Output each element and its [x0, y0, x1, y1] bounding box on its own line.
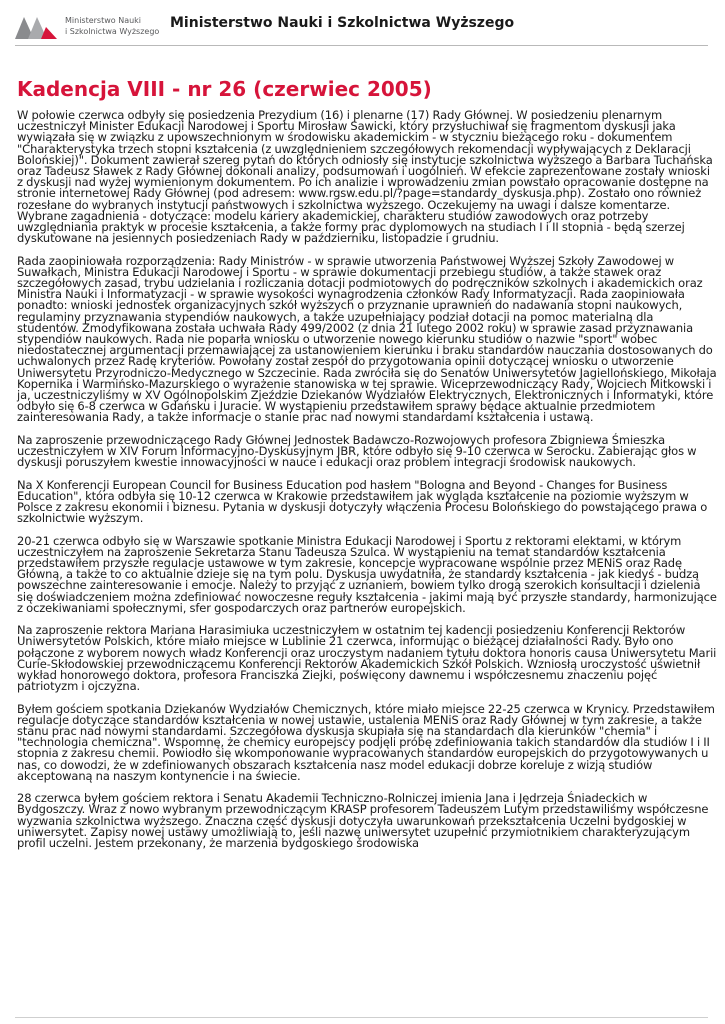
logo-line-2: i Szkolnictwa Wyższego — [65, 26, 160, 36]
header-divider — [15, 45, 708, 46]
ministry-logo-icon — [15, 17, 57, 39]
article-paragraph: 20-21 czerwca odbyło się w Warszawie spotkanie Ministra Edukacji Narodowej i Sportu z rektorami elektami, w którym uczestniczyłem na zaproszenie Sekretarza Stanu Tadeusza Szulca. W wystąpieniu na temat standardów kształcenia przedstawiłem przyszłe regulacje ustawowe w tym zakresie, koncepcje wypracowane wspólnie przez MENiS oraz Radę Główną, a także to co aktualnie dzieje się na tym polu. Dyskusja uwydatniła, że standardy kształcenia - jak kiedyś - budzą powszechne zainteresowanie i emocje. Należy to przyjąć z uznaniem, bowiem tylko drogą szerokich konsultacji i dzielenia się doświadczeniem można zdefiniować nowoczesne reguły kształcenia - jakimi mają być przyszłe standardy, harmonizujące z oczekiwaniami społecznymi, sfer gospodarczych oraz partnerów europejskich. — [17, 533, 717, 615]
article-paragraph: W połowie czerwca odbyły się posiedzenia Prezydium (16) i plenarne (17) Rady Głównej. W posiedzeniu plenarnym uczestniczył Minister Edukacji Narodowej i Sportu Mirosław Sawicki, który przysłuchiwał się fragmentom dyskusji jaka wywiązała się w związku z upowszechnionym w środowisku akademickim - w styczniu bieżącego roku - dokumentem "Charakterystyka trzech stopni kształcenia (z uwzględnieniem szczegółowych rekomendacji wypływających z Deklaracji Bolońskiej)". Dokument zawierał szereg pytań do których odniosły się instytucje szkolnictwa wyższego a Barbara Tuchańska oraz Tadeusz Sławek z Rady Głównej dokonali analizy, podsumowań i uogólnień. W efekcie zaprezentowane zostały wnioski z dyskusji nad wyżej wymienionym dokumentem. Po ich analizie i wprowadzeniu zmian powstało opracowanie dostępne na stronie internetowej Rady Głównej (pod adresem: www.rgsw.edu.pl/?page=standardy_dyskusja.php). Zostało ono również rozesłane do wybranych instytucji państwowych i szkolnictwa wyższego. Oczekujemy na uwagi i dalsze komentarze. Wybrane zagadnienia - dotyczące: modelu kariery akademickiej, charakteru studiów zawodowych oraz potrzeby uwzględniania praktyk w procesie kształcenia, a także formy prac dyplomowych na studiach I i II stopnia - będą szerzej dyskutowane na jesiennych posiedzeniach Rady w październiku, listopadzie i grudniu. — [17, 108, 713, 246]
logo-line-1: Ministerstwo Nauki — [65, 16, 142, 25]
page-header — [0, 0, 725, 46]
article-paragraph: Na X Konferencji European Council for Business Education pod hasłem "Bologna and Beyond - Changes for Business Education", która odbyła się 10-12 czerwca w Krakowie przedstawiłem jak wygląda kształcenie na poziomie wyższym w Polsce z zakresu ekonomii i biznesu. Pytania w dyskusji dotyczyły włączenia Procesu Bolońskiego do powstającego prawa o szkolnictwie wyższym. — [17, 477, 708, 526]
footer-divider — [15, 1017, 708, 1018]
site-title[interactable]: Ministerstwo Nauki i Szkolnictwa Wyższego — [170, 15, 515, 31]
article-paragraph: 28 czerwca byłem gościem rektora i Senatu Akademii Techniczno-Rolniczej imienia Jana i Jędrzeja Śniadeckich w Bydgoszczy. Wraz z nowo wybranym przewodniczącym KRASP profesorem Tadeuszem Lutym przedstawiliśmy współczesne wyzwania szkolnictwa wyższego. Znaczna część dyskusji dotyczyła uwarunkowań przekształcenia Uczelni bydgoskiej w uniwersytet. Zapisy nowej ustawy umożliwiają to, jeśli nazwę uniwersytet uzupełnić przymiotnikiem charakteryzującym profil uczelni. Jestem przekonany, że marzenia bydgoskiego środowiska — [17, 791, 709, 851]
ministry-logo[interactable] — [15, 15, 160, 41]
logo-wordmark — [65, 16, 159, 37]
article-body — [17, 110, 717, 860]
article-paragraph: Na zaproszenie przewodniczącego Rady Głównej Jednostek Badawczo-Rozwojowych profesora Zbigniewa Śmieszka uczestniczyłem w XIV Forum Informacyjno-Dyskusyjnym JBR, które odbyło się 9-10 czerwca w Serocku. Zabierając głos w dyskusji poruszyłem kwestie innowacyjności w nauce i edukacji oraz problem integracji środowisk naukowych. — [17, 432, 697, 470]
article-paragraph: Byłem gościem spotkania Dziekanów Wydziałów Chemicznych, które miało miejsce 22-25 czerwca w Krynicy. Przedstawiłem regulacje dotyczące standardów kształcenia w nowej ustawie, ustalenia MENiS oraz Rady Głównej w tym zakresie, a także stanu prac nad nowymi standardami. Szczegółowa dyskusja skupiała się na standardach dla kierunków "chemia" i "technologia chemiczna". Wspomnę, że chemicy europejscy podjęli próbę zdefiniowania takich standardów dla studiów I i II stopnia z zakresu chemii. Powiodło się wkomponowanie wypracowanych standardów europejskich do przygotowywanych u nas, co dowodzi, że w zdefiniowanych obszarach kształcenia nasz model edukacji dobrze koreluje z wizją studiów akceptowaną na naszym kontynencie i na świecie. — [17, 701, 715, 783]
article-paragraph: Na zaproszenie rektora Mariana Harasimiuka uczestniczyłem w ostatnim tej kadencji posiedzeniu Konferencji Rektorów Uniwersytetów Polskich, które miało miejsce w Lublinie 21 czerwca, informując o bieżącej działalności Rady. Było ono połączone z wyborem nowych władz Konferencji oraz uroczystym nadaniem tytułu doktora honoris causa Uniwersytetu Marii Curie-Skłodowskiej przewodniczącemu Konferencji Rektorów Akademickich Szkół Polskich. Wzniosłą uroczystość uświetnił wykład honorowego doktora, profesora Franciszka Ziejki, poświęcony dawnemu i współczesnemu znaczeniu pojęć patriotyzm i ojczyzna. — [17, 623, 717, 694]
article-paragraph: Rada zaopiniowała rozporządzenia: Rady Ministrów - w sprawie utworzenia Państwowej Wyższej Szkoły Zawodowej w Suwałkach, Ministra Edukacji Narodowej i Sportu - w sprawie dokumentacji przebiegu studiów, a także stawek oraz szczegółowych zasad, trybu udzielania i rozliczania dotacji podmiotowych do podręczników szkolnych i akademickich oraz Ministra Nauki i Informatyzacji - w sprawie wysokości wynagrodzenia członków Rady Informatyzacji. Rada zaopiniowała ponadto: wnioski jednostek organizacyjnych szkół wyższych o przyznanie uprawnień do nadawania stopni naukowych, regulaminy przyznawania stypendiów naukowych, a także uzupełniający podział dotacji na pomoc materialną dla studentów. Zmodyfikowana została uchwała Rady 499/2002 (z dnia 21 lutego 2002 roku) w sprawie zasad przyznawania stypendiów naukowych. Rada nie poparła wniosku o utworzenie nowego kierunku studiów o nazwie "sport" wobec niedostatecznej argumentacji przemawiającej za ustanowieniem kierunku i braku standardów nauczania dostosowanych do uchwalonych przez Radę kryteriów. Powołany został zespół do przygotowania opinii dotyczącej wniosku o utworzenie Uniwersytetu Przyrodniczo-Medycznego w Szczecinie. Rada zwróciła się do Senatów Uniwersytetów Jagiellońskiego, Mikołaja Kopernika i Warmińsko-Mazurskiego o wyrażenie stanowiska w tej sprawie. Wiceprzewodniczący Rady, Wojciech Mitkowski i ja, uczestniczyliśmy w XV Ogólnopolskim Zjeździe Dziekanów Wydziałów Elektrycznych, Elektronicznych i Informatyki, które odbyło się 6-8 czerwca w Gdańsku i Juracie. W wystąpieniu przedstawiłem sprawy będące aktualnie przedmiotem zainteresowania Rady, a także informacje o stanie prac nad nowymi standardami kształcenia i ustawą. — [17, 253, 717, 425]
page-title: Kadencja VIII - nr 26 (czerwiec 2005) — [17, 77, 432, 101]
